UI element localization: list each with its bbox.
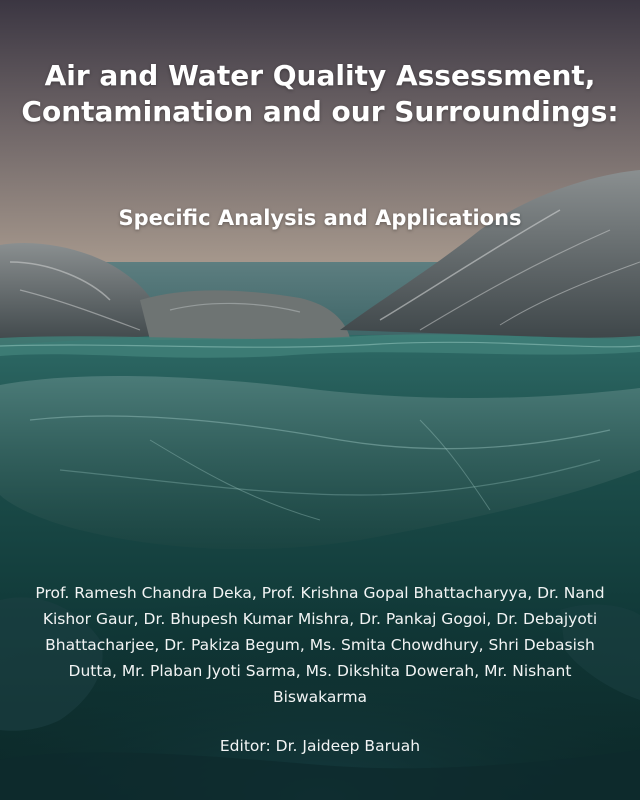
editor-credit: Editor: Dr. Jaideep Baruah [219, 737, 421, 755]
book-subtitle: Specific Analysis and Applications [118, 206, 522, 230]
book-title: Air and Water Quality Assessment, Contamination and our Surroundings: [21, 59, 619, 128]
author-list: Prof. Ramesh Chandra Deka, Prof. Krishna Gopal Bhattacharyya, Dr. Nand Kishor Gaur, Dr. Bhupesh Kumar Mishra, Dr. Pankaj Gogoi, Dr. Debajyoti Bhattacharjee, Dr. Pakiza Begum, Ms. Smita Chowdhury, Shri Debasish Dutta, Mr. Plaban Jyoti Sarma, Ms. Dikshita Dowerah, Mr. Nishant Biswakarma [35, 584, 605, 706]
